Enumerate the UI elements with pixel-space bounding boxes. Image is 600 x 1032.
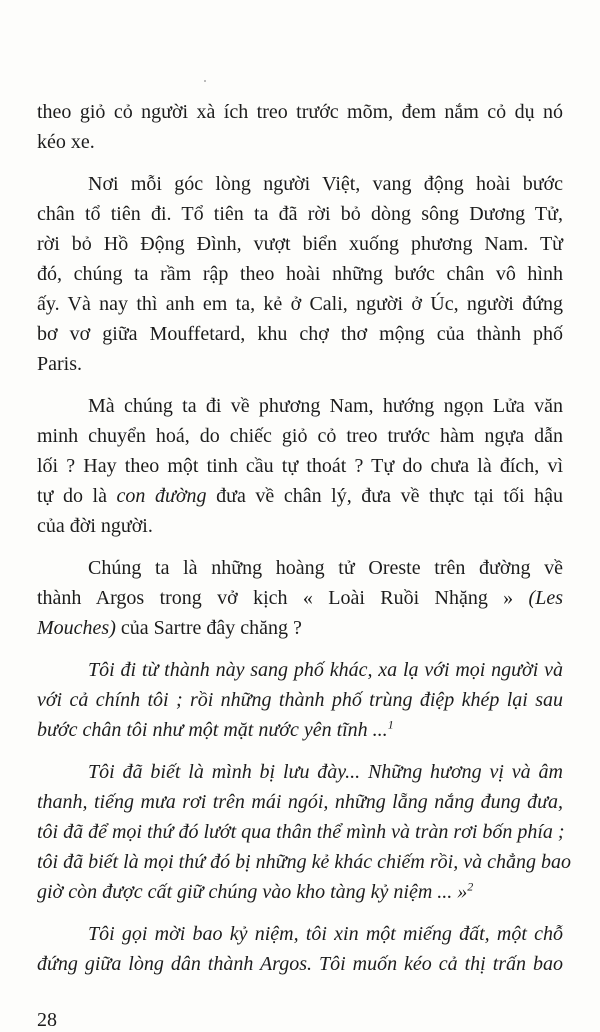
text-line [37,757,563,787]
footnote-ref: 1 [387,717,394,732]
text-line [37,127,563,157]
text-run: tôi đã để mọi thứ đó lướt qua thân thể mình và tràn rơi bốn phía ; [37,821,565,843]
text-line [37,787,563,817]
text-line [37,655,563,685]
paragraph [37,97,563,157]
italic-text: (Les [528,587,563,609]
quoted-paragraph [37,757,571,907]
text-run: của Sartre đây chăng ? [115,617,302,639]
text-run: chân tổ tiên đi. Tổ tiên ta đã rời bỏ dòng sông Dương Tử, [37,203,563,225]
footnote-ref: 2 [467,879,474,894]
text-run: Tôi gọi mời bao kỷ niệm, tôi xin một miếng đất, một chỗ [88,923,563,945]
paragraph [37,553,563,643]
text-run: Chúng ta là những hoàng tử Oreste trên đường về [88,557,563,579]
text-line [37,511,563,541]
quoted-paragraph [37,655,563,745]
text-line [37,817,563,847]
text-line [37,949,563,979]
text-run: thành Argos trong vở kịch « Loài Ruồi Nhặng » [37,587,529,609]
text-line [37,583,563,613]
text-run: thanh, tiếng mưa rơi trên mái ngói, những lẵng nắng đung đưa, [37,791,563,813]
text-run: đưa về chân lý, đưa về thực tại tối hậu [206,485,563,507]
text-run: tự do là [37,485,117,507]
quoted-paragraph [37,919,563,979]
text-run: Mà chúng ta đi về phương Nam, hướng ngọn Lửa văn [88,395,563,417]
text-run: Nơi mỗi góc lòng người Việt, vang động hoài bước [88,173,563,195]
scan-speck [204,80,206,82]
text-line [37,481,563,511]
text-line [37,919,563,949]
text-line [37,199,563,229]
text-run: Paris. [37,353,82,375]
text-line [37,349,563,379]
text-run: theo giỏ cỏ người xà ích treo trước mõm, đem nắm cỏ dụ nó [37,101,563,123]
text-line [37,169,563,199]
text-run: bước chân tôi như một mặt nước yên tĩnh ... [37,719,388,741]
text-run: minh chuyển hoá, do chiếc giỏ cỏ treo trước hàm ngựa dẫn [37,425,563,447]
text-run: tôi đã biết là mọi thứ đó bị những kẻ khác chiếm rồi, và chẳng bao [37,851,571,873]
text-line [37,847,571,877]
paragraph [37,169,563,379]
text-run: ấy. Và nay thì anh em ta, kẻ ở Cali, người ở Úc, người đứng [37,293,563,315]
book-page-body [37,97,571,991]
text-run: bơ vơ giữa Mouffetard, khu chợ thơ mộng của thành phố [37,323,563,345]
text-line [37,421,563,451]
text-run: kéo xe. [37,131,95,153]
text-line [37,229,563,259]
text-line [37,259,563,289]
text-run: Tôi đã biết là mình bị lưu đày... Những hương vị và âm [88,761,563,783]
paragraph [37,391,563,541]
text-run: giờ còn được cất giữ chúng vào kho tàng kỷ niệm ... » [37,881,468,903]
text-line [37,289,563,319]
text-run: rời bỏ Hồ Động Đình, vượt biển xuống phương Nam. Từ [37,233,563,255]
text-run: đó, chúng ta rầm rập theo hoài những bước chân vô hình [37,263,563,285]
text-line [37,319,563,349]
italic-text: con đường [116,485,207,507]
text-line [37,451,563,481]
text-line [37,685,563,715]
text-run: với cả chính tôi ; rồi những thành phố trùng điệp khép lại sau [37,689,563,711]
text-line [37,391,563,421]
text-run: đứng giữa lòng dân thành Argos. Tôi muốn kéo cả thị trấn bao [37,953,563,975]
text-run: lối ? Hay theo một tinh cầu tự thoát ? Tự do chưa là đích, vì [37,455,563,477]
text-line [37,715,563,745]
text-line [37,97,563,127]
text-line [37,877,563,907]
text-line [37,613,563,643]
text-run: Tôi đi từ thành này sang phố khác, xa lạ với mọi người và [88,659,563,681]
text-run: của đời người. [37,515,153,537]
text-line [37,553,563,583]
page-number: 28 [37,1009,57,1031]
italic-text: Mouches) [37,617,116,639]
